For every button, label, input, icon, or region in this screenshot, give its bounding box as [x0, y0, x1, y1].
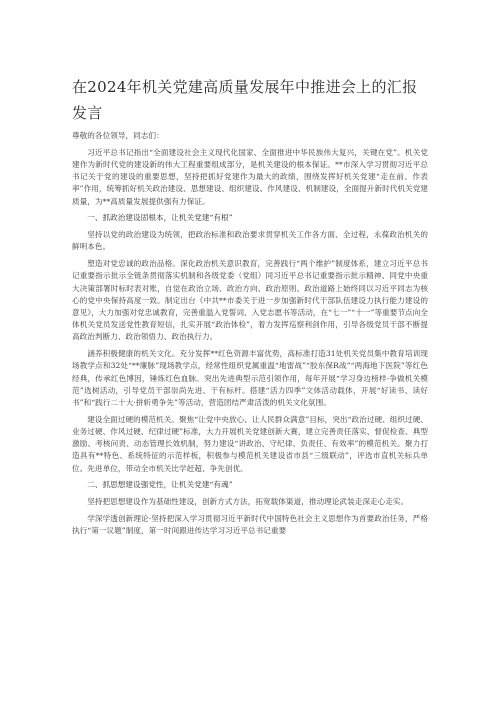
- section-1-paragraph-2: 涵养积极健康的机关文化。充分发挥**红色资源丰富优势，高标准打造31处机关党员集中教育培训现场教学点和32处“**廉脉”现场教学点，经常性组织党属重温“地雷战”“胶东保R战”“两海地下医院”等红色经典，传承红色博因，锤炼红色血脉。突出先进典型示范引领作用，每年开展“学习身边榜样·争做机关模范”选树活动，引导党员干部崇尚先进、干有标杆。搭建“活力四季”文体活动载体，开展“好读书、读好书”和“践行二十大·拼斩勇争先”等活动，营造团结严肃活泼的机关文化氛围。: [72, 349, 428, 408]
- section-1-paragraph-3: 建设全面过硬的模范机关。聚焦“让党中央放心、让人民群众满意”目标，突出“政治过硬、组织过硬、业务过硬、作风过硬、纪律过硬”标准，大力开展机关党建创新大赛，建立完善责任落实、督促检查、典型激励、考核问责、动态管理长效机制，努力建设“讲政治、守纪律、负责任、有效率”的模范机关。聚力打造具有**特色、系统特征的示范样板，积极参与模范机关建设省市县“三级联动”，评选市直机关标兵单位、先进单位，带动全市机关比学赶超、争先创优。: [72, 414, 428, 473]
- section-2-summary: 坚持把思想建设作为基础性建设，创新方式方法，拓宽载体渠道，推动理论武装走深走心走实。: [87, 497, 409, 507]
- section-1-paragraph-1: 塑造对党忠诚的政治品格。深化政治机关意识教育，完善践行“两个维护”制度体系，建立习近平总书记重要指示批示全链条贯彻落实机制和各级党委（党组）同习近平总书记重要指示批示精神、同党中央重大决策部署时标时表对账，自觉在政治立场、政治方向、政治原则、政治道路上始终同以习近平同志为核心的党中央保持高度一致。制定出台《中共**市委关于进一步加强新时代干部队伍建设力执行能力建设的意见》，大力加强对党忠诚教育，完善重温入党誓词、入党志愿书等活动，在“七一”“十一”等重要节点向全体机关党员发送党性教育短信，扎实开展“政治体检”，着力发挥巡察利剑作用，引导各级党员干部不断提高政治判断力、政治领悟力、政治执行力。: [72, 259, 428, 342]
- section-heading-2: 二、抓思想建设强党性，让机关党建“有魂”: [87, 480, 233, 490]
- section-1-summary: 坚持以党的政治建设为统领，把政治标准和政治要求贯穿机关工作各方面、全过程，永葆政治机关的鲜明本色。: [72, 230, 428, 252]
- section-2-paragraph-1: 学深学透创新理论·坚持把深入学习贯彻习近平新时代中国特色社会主义思想作为首要政治任务，严格执行“第一议题”制度，第一时间跟进传达学习习近平总书记重要: [72, 514, 428, 536]
- document-body: [72, 130, 428, 542]
- salutation: 尊敬的各位领导，同志们：: [72, 131, 164, 140]
- section-heading-1: 一、抓政治建设固根本，让机关党建“有根”: [87, 213, 233, 223]
- document-title: 在2024年机关党建高质量发展年中推进会上的汇报发言: [72, 78, 418, 122]
- intro-paragraph: 习近平总书记指出“全面建设社会主义现代化国家、全面推进中华民族伟大复兴，关键在党”。机关党建作为新时代党的建设新的伟大工程重要组成部分，是机关建设的根本保证。**市深入学习贯彻习近平总书记关于党的建设的重要思想，坚持把抓好党建作为最大的政绩，围绕发挥好机关党建“走在前、作表率”作用，统筹抓好机关政治建设、思想建设、组织建设、作风建设、机制建设，全面提升新时代机关党建质量，为**高质量发展提供强有力保证。: [72, 147, 428, 206]
